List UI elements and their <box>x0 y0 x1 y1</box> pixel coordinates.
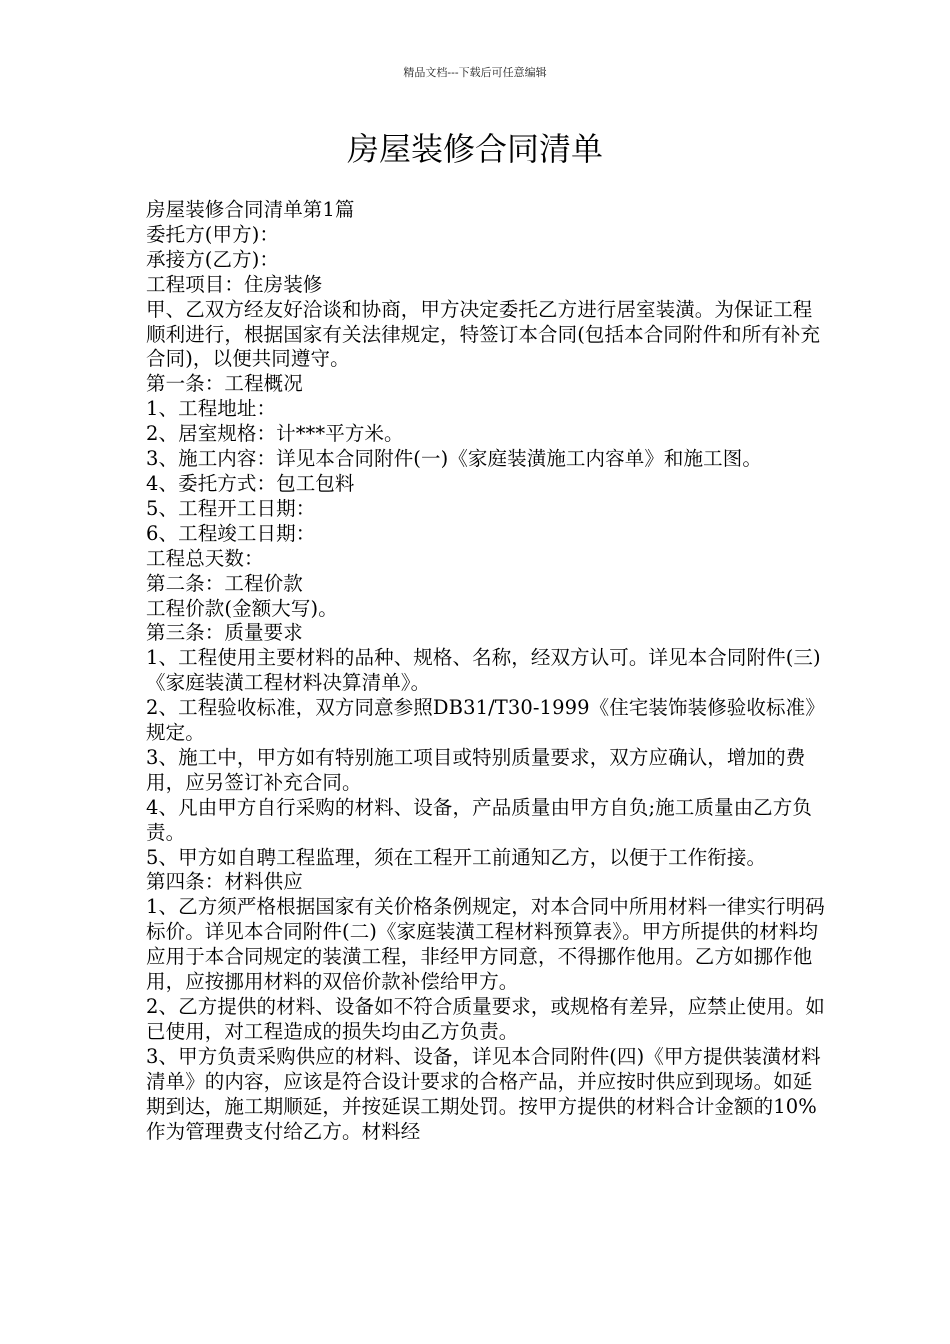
paragraph: 3、施工中，甲方如有特别施工项目或特别质量要求，双方应确认，增加的费用，应另签订补充合同。 <box>146 745 806 794</box>
paragraph: 工程价款(金额大写)。 <box>146 596 338 620</box>
paragraph: 5、工程开工日期： <box>146 496 316 520</box>
document-body <box>146 198 826 1144</box>
header-note: 精品文档---下载后可任意编辑 <box>403 66 547 79</box>
paragraph: 1、乙方须严格根据国家有关价格条例规定，对本合同中所用材料一律实行明码标价。详见本合同附件(二)《家庭装潢工程材料预算表》。甲方所提供的材料均应用于本合同规定的装潢工程，非经甲方同意，不得挪作他用。乙方如挪作他用，应按挪用材料的双倍价款补偿给甲方。 <box>146 895 825 994</box>
paragraph: 委托方(甲方)： <box>146 222 280 246</box>
document-title: 房屋装修合同清单 <box>346 130 603 168</box>
paragraph: 3、甲方负责采购供应的材料、设备，详见本合同附件(四)《甲方提供装潢材料清单》的内容，应该是符合设计要求的合格产品，并应按时供应到现场。如延期到达，施工期顺延，并按延误工期处罚。按甲方提供的材料合计金额的10%作为管理费支付给乙方。材料经 <box>146 1044 821 1143</box>
paragraph: 6、工程竣工日期： <box>146 521 316 545</box>
paragraph: 2、居室规格：计***平方米。 <box>146 422 404 446</box>
paragraph: 3、施工内容：详见本合同附件(一)《家庭装潢施工内容单》和施工图。 <box>146 447 762 471</box>
paragraph: 1、工程使用主要材料的品种、规格、名称，经双方认可。详见本合同附件(三)《家庭装潢工程材料决算清单》。 <box>146 646 821 695</box>
section-heading: 第三条：质量要求 <box>146 621 303 645</box>
paragraph: 2、工程验收标准，双方同意参照DB31/T30-1999《住宅装饰装修验收标准》规定。 <box>146 696 825 745</box>
paragraph: 4、委托方式：包工包料 <box>146 471 355 495</box>
paragraph: 1、工程地址： <box>146 397 277 421</box>
paragraph: 5、甲方如自聘工程监理，须在工程开工前通知乙方，以便于工作衔接。 <box>146 845 767 869</box>
paragraph: 工程总天数： <box>146 546 264 570</box>
paragraph: 工程项目：住房装修 <box>146 272 323 296</box>
paragraph: 房屋装修合同清单第1篇 <box>146 198 355 221</box>
paragraph: 2、乙方提供的材料、设备如不符合质量要求，或规格有差异，应禁止使用。如已使用，对工程造成的损失均由乙方负责。 <box>146 995 825 1043</box>
section-heading: 第四条：材料供应 <box>146 870 303 894</box>
paragraph: 承接方(乙方)： <box>146 247 280 271</box>
section-heading: 第二条：工程价款 <box>146 571 303 595</box>
section-heading: 第一条：工程概况 <box>146 372 303 396</box>
paragraph: 4、凡由甲方自行采购的材料、设备，产品质量由甲方自负;施工质量由乙方负责。 <box>146 795 812 844</box>
paragraph: 甲、乙双方经友好洽谈和协商，甲方决定委托乙方进行居室装潢。为保证工程顺利进行，根据国家有关法律规定，特签订本合同(包括本合同附件和所有补充合同)，以便共同遵守。 <box>146 297 821 371</box>
